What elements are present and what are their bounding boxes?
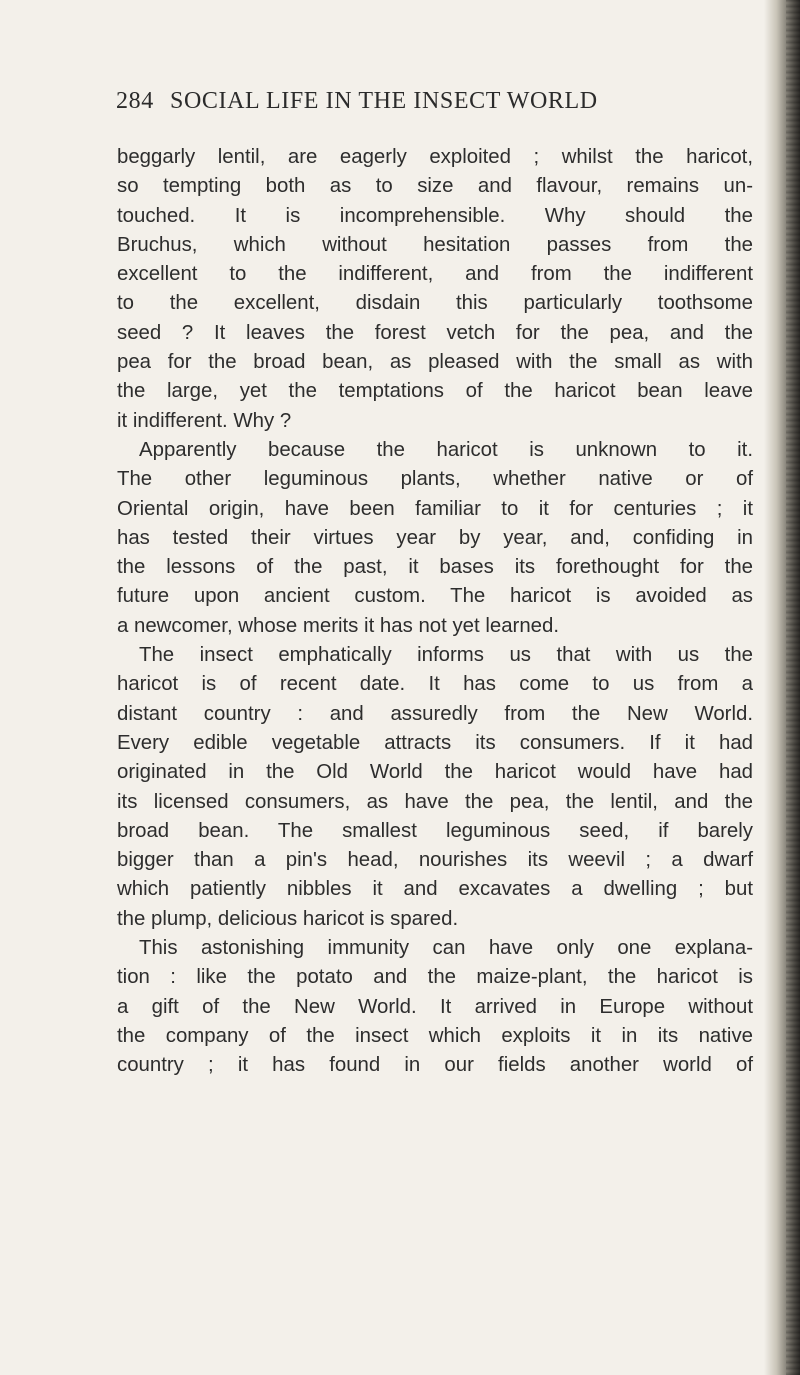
text-line: Apparently because the haricot is unknown to it. [139,438,753,461]
text-line: which patiently nibbles it and excavates a dwelling ; but [117,878,753,901]
text-line: tion : like the potato and the maize-plant, the haricot is [117,966,753,989]
text-line: The other leguminous plants, whether native or of [117,468,753,491]
text-line: Every edible vegetable attracts its consumers. If it had [117,731,753,754]
text-line: to the excellent, disdain this particularly toothsome [117,292,753,315]
text-line: a gift of the New World. It arrived in Europe without [117,995,753,1018]
running-head [116,88,756,122]
text-line: broad bean. The smallest leguminous seed, if barely [117,819,753,842]
text-line: Bruchus, which without hesitation passes from the [117,233,753,256]
text-line: The insect emphatically informs us that with us the [139,644,753,667]
text-line: has tested their virtues year by year, and, confiding in [117,526,753,549]
text-line: Oriental origin, have been familiar to it for centuries ; it [117,497,753,520]
page-number: 284 [116,88,154,114]
text-line: pea for the broad bean, as pleased with the small as with [117,351,753,374]
text-line: originated in the Old World the haricot would have had [117,761,753,784]
body-text [117,143,753,1081]
text-line: bigger than a pin's head, nourishes its weevil ; a dwarf [117,849,753,872]
running-head-title: SOCIAL LIFE IN THE INSECT WORLD [170,88,598,114]
text-line: excellent to the indifferent, and from the indifferent [117,263,753,286]
text-line: its licensed consumers, as have the pea, the lentil, and the [117,790,753,813]
text-line: This astonishing immunity can have only one explana- [139,937,753,960]
text-line: the lessons of the past, it bases its forethought for the [117,556,753,579]
text-line: the large, yet the temptations of the haricot bean leave [117,380,753,403]
text-line: seed ? It leaves the forest vetch for the pea, and the [117,321,753,344]
text-line: haricot is of recent date. It has come to us from a [117,673,753,696]
page-edge-shadow [764,0,800,1375]
text-line: beggarly lentil, are eagerly exploited ; whilst the haricot, [117,146,753,168]
text-line: touched. It is incomprehensible. Why should the [117,204,753,227]
text-line: the plump, delicious haricot is spared. [117,907,459,930]
text-line: the company of the insect which exploits it in its native [117,1024,753,1047]
text-line: future upon ancient custom. The haricot is avoided as [117,585,753,608]
text-line: distant country : and assuredly from the New World. [117,702,753,725]
text-line: so tempting both as to size and flavour, remains un- [117,175,753,198]
text-line: a newcomer, whose merits it has not yet learned. [117,614,560,637]
text-line: it indifferent. Why ? [117,409,292,432]
text-line: country ; it has found in our fields another world of [117,1054,753,1077]
